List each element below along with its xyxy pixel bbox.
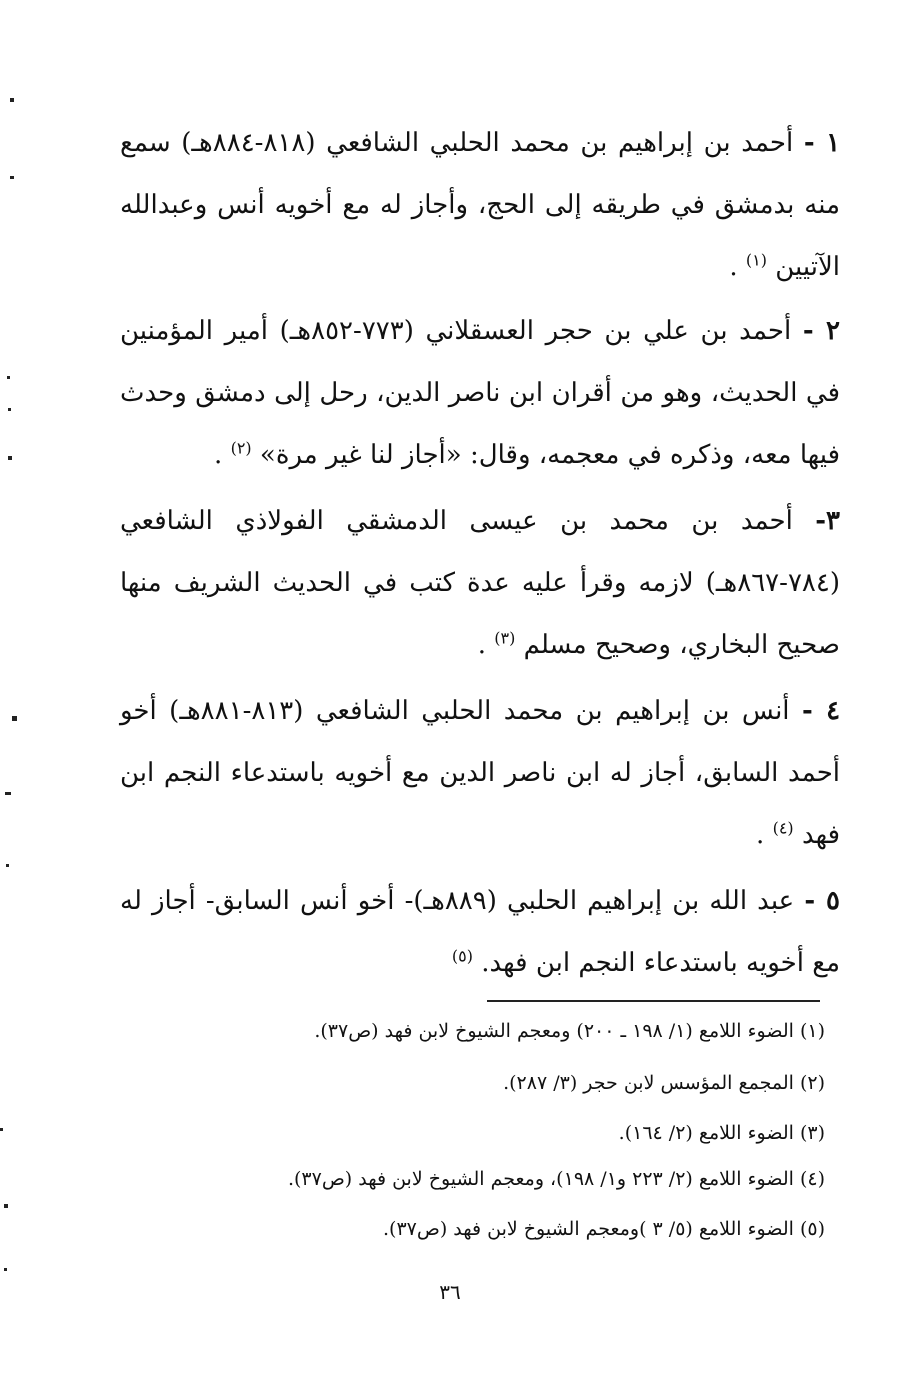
- scan-speck: [4, 1268, 7, 1271]
- scan-speck: [12, 716, 17, 721]
- entry-number: ٥ -: [804, 886, 841, 916]
- footnote-ref: (٣): [494, 628, 516, 648]
- entry-text: أحمد بن محمد بن عيسى الدمشقي الفولاذي الشافعي (٧٨٤-٨٦٧هـ) لازمه وقرأ عليه عدة كتب في الحديث الشريف منها صحيح البخاري، وصحيح مسلم: [120, 506, 840, 660]
- entry-end: .: [214, 440, 223, 470]
- entry-text: أحمد بن علي بن حجر العسقلاني (٧٧٣-٨٥٢هـ) أمير المؤمنين في الحديث، وهو من أقران ابن ناصر الدين، رحل إلى دمشق وحدث فيها معه، وذكره في معجمه، وقال: «أجاز لنا غير مرة»: [120, 316, 840, 470]
- scan-speck: [4, 1204, 8, 1208]
- footnote-4: (٤) الضوء اللامع (٢/ ٢٢٣ و١/ ١٩٨)، ومعجم الشيوخ لابن فهد (ص٣٧).: [287, 1168, 825, 1190]
- footnote-ref: (٢): [230, 438, 252, 458]
- entry-text: عبد الله بن إبراهيم الحلبي (٨٨٩هـ)- أخو أنس السابق- أجاز له مع أخويه باستدعاء النجم ابن فهد.: [120, 886, 840, 978]
- entry-5: [120, 870, 840, 994]
- entry-3: [120, 490, 840, 676]
- entry-4: [120, 680, 840, 866]
- entry-end: .: [477, 630, 487, 660]
- footnote-ref: (١): [745, 250, 767, 270]
- entry-number: ٢ -: [802, 316, 840, 346]
- entry-end: .: [756, 820, 765, 850]
- footnote-3: (٣) الضوء اللامع (٢/ ١٦٤).: [618, 1122, 825, 1144]
- entry-number: ٤ -: [802, 696, 841, 726]
- entry-1: [120, 112, 840, 298]
- scan-speck: [8, 408, 11, 411]
- entry-end: .: [729, 252, 738, 282]
- scan-speck: [6, 864, 9, 867]
- scan-speck: [10, 176, 14, 179]
- footnote-separator: [487, 1000, 820, 1002]
- footnote-ref: (٤): [772, 818, 794, 838]
- scan-speck: [8, 456, 12, 460]
- scan-speck: [7, 376, 10, 379]
- entry-text: أنس بن إبراهيم بن محمد الحلبي الشافعي (٨١٣-٨٨١هـ) أخو أحمد السابق، أجاز له ابن ناصر الدين مع أخويه باستدعاء النجم ابن فهد: [120, 696, 840, 850]
- footnote-2: (٢) المجمع المؤسس لابن حجر (٣/ ٢٨٧).: [503, 1072, 825, 1094]
- footnote-ref: (٥): [451, 946, 473, 966]
- footnote-5: (٥) الضوء اللامع (٥/ ٣ )ومعجم الشيوخ لابن فهد (ص٣٧).: [383, 1218, 825, 1240]
- entry-number: ٣-: [815, 506, 841, 536]
- scan-speck: [10, 98, 14, 102]
- entry-text: أحمد بن إبراهيم بن محمد الحلبي الشافعي (٨١٨-٨٨٤هـ) سمع منه بدمشق في طريقه إلى الحج، وأجاز له مع أخويه أنس وعبدالله الآتيين: [120, 128, 840, 282]
- page-number: ٣٦: [439, 1280, 461, 1304]
- scan-speck: [0, 1128, 3, 1131]
- entry-number: ١ -: [803, 128, 841, 158]
- scan-speck: [5, 792, 11, 795]
- footnote-1: (١) الضوء اللامع (١/ ١٩٨ ـ ٢٠٠) ومعجم الشيوخ لابن فهد (ص٣٧).: [314, 1020, 825, 1042]
- entry-2: [120, 300, 840, 486]
